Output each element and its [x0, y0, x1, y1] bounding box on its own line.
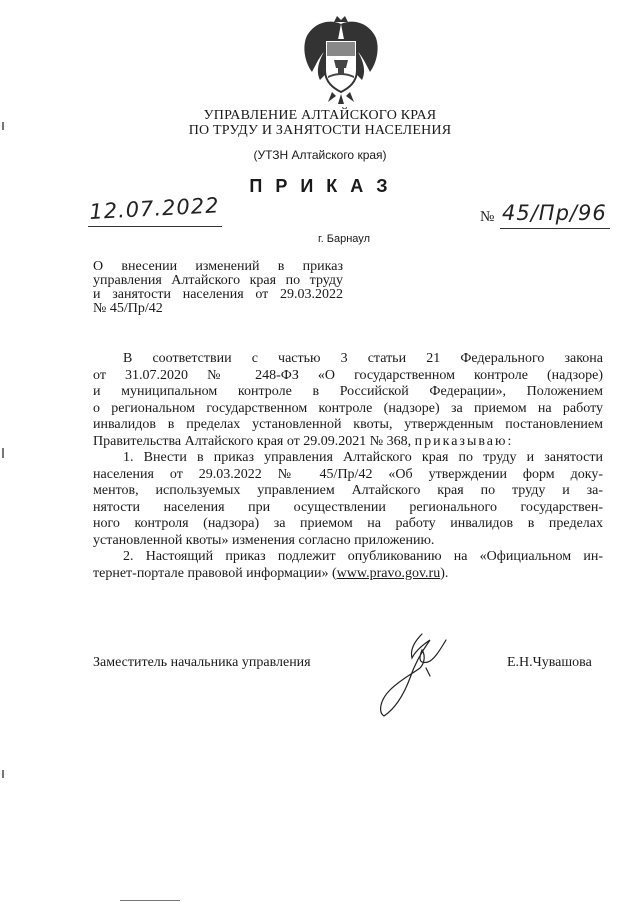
body-line: ментов, используемых управлением Алтайского края по труду и за-: [93, 483, 603, 498]
scan-mark: [2, 770, 4, 778]
number-underline: [500, 228, 610, 229]
decree-word: приказываю:: [414, 433, 514, 449]
body-line: ного контроля (надзора) за приемом на работу инвалидов в пределах: [93, 516, 603, 531]
body-line: установленной квоты» изменения согласно приложению.: [93, 532, 435, 548]
body-line: 2. Настоящий приказ подлежит опубликованию на «Официальном ин-: [123, 549, 603, 564]
scan-mark: [2, 122, 4, 130]
body-line-text: тернет-портале правовой информации» (: [93, 565, 337, 581]
scan-mark: [2, 448, 4, 458]
scan-mark: [120, 900, 180, 901]
body-line: населения от 29.03.2022 № 45/Пр/42 «Об утверждении форм доку-: [93, 466, 603, 482]
body-line: [93, 566, 603, 583]
organization-name-line1: УПРАВЛЕНИЕ АЛТАЙСКОГО КРАЯ: [203, 108, 437, 123]
organization-name: [0, 108, 640, 138]
coat-of-arms-icon: [298, 16, 384, 104]
body-line: нятости населения при осуществлении регионального государствен-: [93, 499, 603, 515]
organization-abbreviation: (УТЗН Алтайского края): [253, 148, 387, 162]
date-underline: [88, 226, 222, 227]
order-date: 12.07.2022: [88, 193, 221, 224]
body-line: [93, 434, 603, 451]
body-line-text: Правительства Алтайского края от 29.09.2021 № 368,: [93, 433, 412, 449]
organization-name-line2: ПО ТРУДУ И ЗАНЯТОСТИ НАСЕЛЕНИЯ: [188, 123, 452, 138]
order-number: 45/Пр/96: [502, 201, 607, 225]
signer-position: Заместитель начальника управления: [93, 655, 311, 670]
subject-line: и занятости населения от 29.03.2022: [93, 287, 343, 302]
body-line: о региональном государственном контроле (надзоре) за приемом на работу: [93, 400, 603, 416]
body-line-text: ).: [440, 565, 449, 581]
body-line: инвалидов в пределах установленной квоты, утвержденным постановлением: [93, 417, 603, 432]
order-body: [93, 351, 603, 582]
body-line: 1. Внести в приказ управления Алтайского края по труду и занятости: [123, 450, 603, 465]
body-line: от 31.07.2020 № 248-ФЗ «О государственном контроле (надзоре): [93, 367, 603, 383]
subject-line: О внесении изменений в приказ: [93, 259, 343, 274]
body-line: и муниципальном контроле в Российской Федерации», Положением: [93, 384, 603, 399]
order-subject: [93, 260, 343, 316]
city: г. Барнаул: [318, 233, 370, 245]
pravo-link[interactable]: www.pravo.gov.ru: [336, 565, 441, 581]
order-number-label: №: [480, 209, 495, 225]
body-line: В соответствии с частью 3 статьи 21 Федерального закона: [123, 351, 603, 366]
document-title: ПРИКАЗ: [249, 176, 401, 196]
subject-line: управления Алтайского края по труду: [93, 273, 343, 288]
subject-line: № 45/Пр/42: [93, 301, 163, 316]
handwritten-signature-icon: [360, 620, 470, 720]
signer-name: Е.Н.Чувашова: [507, 655, 592, 670]
